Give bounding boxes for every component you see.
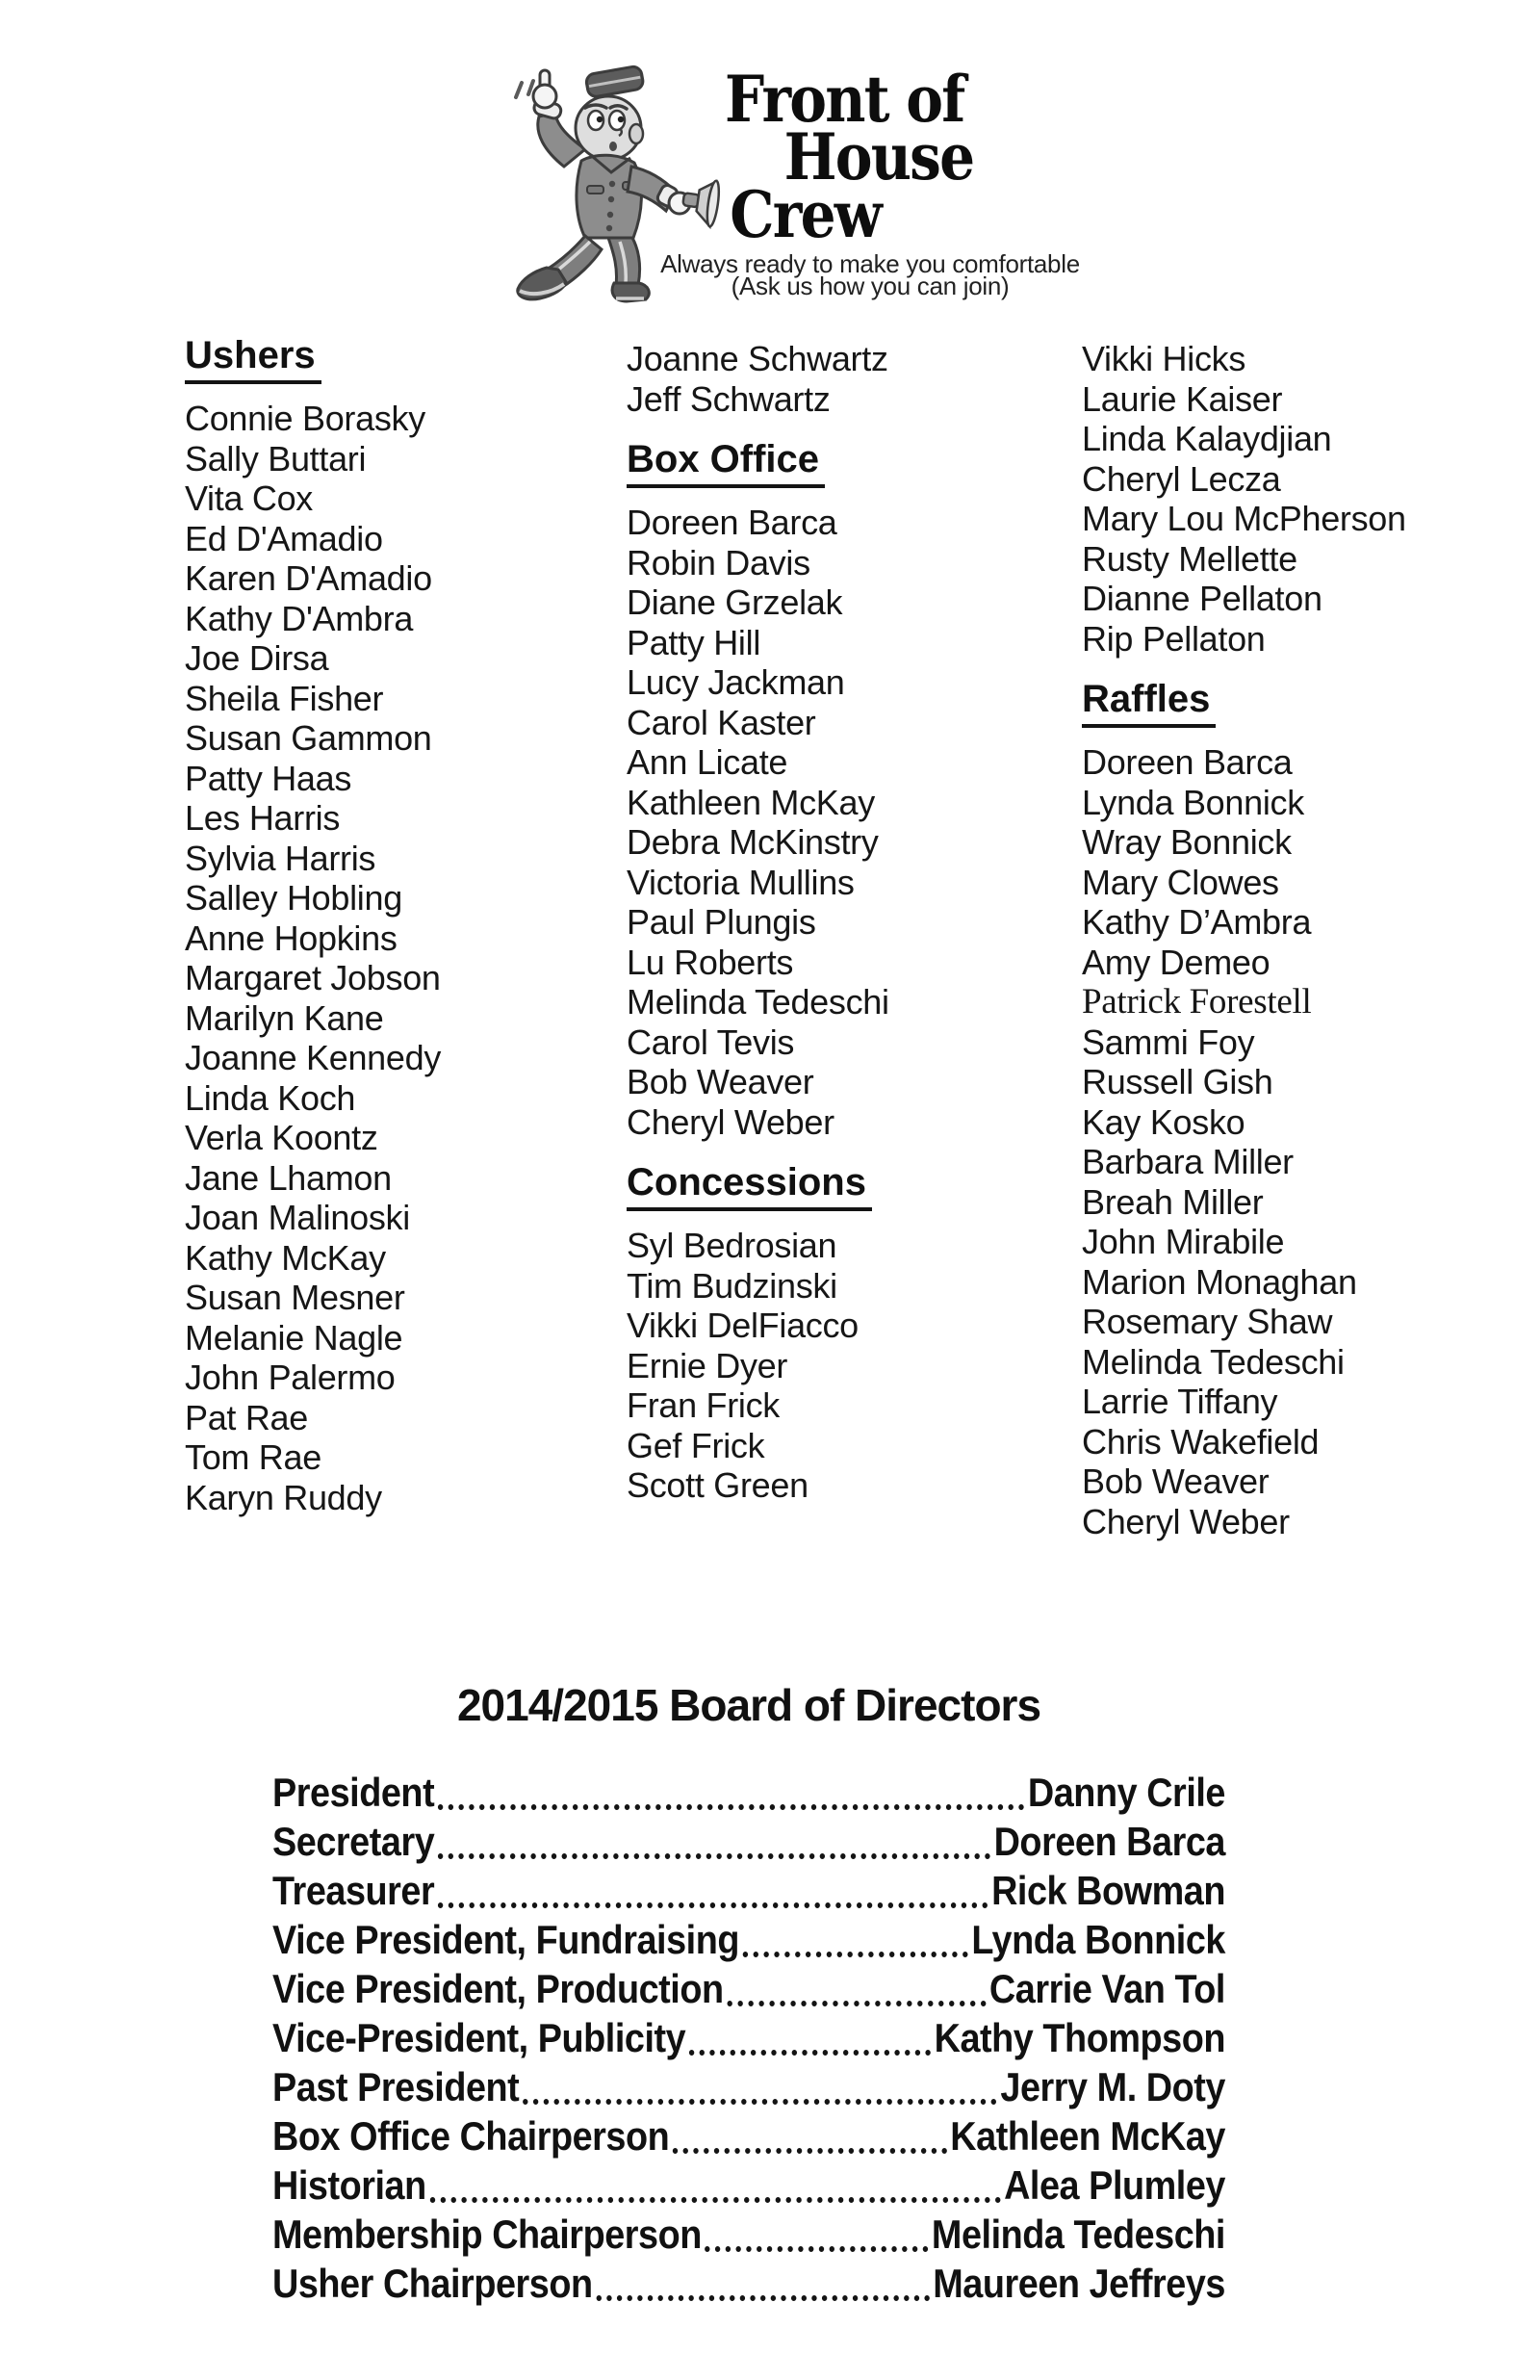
crew-member-name: Salley Hobling <box>185 878 402 918</box>
crew-member-name: Joanne Schwartz <box>627 339 888 378</box>
tagline-line-1: Always ready to make you comfortable <box>660 249 1080 278</box>
crew-member-name: Tim Budzinski <box>627 1265 837 1306</box>
board-entry-row <box>272 2259 1225 2308</box>
board-member-name: Kathy Thompson <box>934 2015 1225 2060</box>
crew-member-name: Linda Koch <box>185 1077 356 1118</box>
board-role-label: Membership Chairperson <box>272 2212 702 2257</box>
board-entry-row <box>272 1817 1225 1866</box>
crew-member-name: Gef Frick <box>627 1425 765 1465</box>
crew-logo <box>500 53 1135 318</box>
crew-member-name: Margaret Jobson <box>185 958 441 997</box>
crew-member-name: Diane Grzelak <box>627 582 843 622</box>
crew-member-name: Robin Davis <box>627 542 810 582</box>
board-role-label: Vice President, Fundraising <box>272 1917 740 1962</box>
crew-member-name: Kathy D'Ambra <box>185 598 414 638</box>
board-role-label: Treasurer <box>272 1868 435 1913</box>
crew-member-name: Dianne Pellaton <box>1082 579 1322 618</box>
crew-member-name: Rosemary Shaw <box>1082 1302 1333 1341</box>
crew-member-name: Larrie Tiffany <box>1082 1382 1278 1421</box>
crew-member-name: Karen D'Amadio <box>185 558 432 598</box>
ushers-continued-name-list <box>627 339 1069 419</box>
crew-member-name: Melinda Tedeschi <box>1082 1341 1345 1382</box>
dotted-leader <box>436 1768 1026 1817</box>
crew-member-name: Marion Monaghan <box>1082 1261 1357 1302</box>
dotted-leader <box>521 2062 998 2111</box>
dotted-leader <box>725 1964 988 2013</box>
crew-member-name: Patty Haas <box>185 758 352 798</box>
tagline-line-2: (Ask us how you can join) <box>731 272 1010 300</box>
board-member-name: Carrie Van Tol <box>988 1966 1225 2011</box>
crew-member-name: Mary Lou McPherson <box>1082 499 1406 538</box>
crew-member-name: Linda Kalaydjian <box>1082 419 1332 458</box>
crew-member-name: Sally Buttari <box>185 438 367 479</box>
column-middle <box>627 339 1069 1506</box>
crew-member-name: Rip Pellaton <box>1082 618 1266 659</box>
crew-member-name: Doreen Barca <box>627 503 837 542</box>
crew-member-name: Mary Clowes <box>1082 862 1279 902</box>
crew-member-name: Rusty Mellette <box>1082 538 1297 579</box>
crew-member-name: Vikki Hicks <box>1082 339 1246 378</box>
board-entry-row <box>272 1915 1225 1964</box>
board-role-label: Secretary <box>272 1819 435 1864</box>
crew-member-name: Cheryl Weber <box>1082 1501 1290 1541</box>
board-role-label: Usher Chairperson <box>272 2261 593 2306</box>
dotted-leader <box>436 1866 989 1915</box>
board-entry-row <box>272 2013 1225 2062</box>
crew-member-name: Patty Hill <box>627 622 761 662</box>
board-member-name: Danny Crile <box>1027 1770 1225 1815</box>
logo-title-line: Crew <box>730 177 882 252</box>
crew-member-name: Bob Weaver <box>1082 1462 1270 1501</box>
crew-member-name: Ernie Dyer <box>627 1345 788 1385</box>
crew-member-name: Russell Gish <box>1082 1062 1273 1101</box>
crew-member-name: Verla Koontz <box>185 1118 378 1157</box>
crew-member-name: Kathy McKay <box>185 1237 386 1278</box>
crew-member-name: Melinda Tedeschi <box>627 982 889 1022</box>
concessions-continued-name-list <box>1082 339 1536 659</box>
ushers-name-list <box>185 399 618 1517</box>
crew-member-name: Sheila Fisher <box>185 678 384 718</box>
board-entry-row <box>272 2111 1225 2160</box>
crew-member-name: Joanne Kennedy <box>185 1038 442 1077</box>
crew-member-name: Debra McKinstry <box>627 822 879 862</box>
crew-member-name: Jane Lhamon <box>185 1157 392 1198</box>
crew-member-name: Lu Roberts <box>627 942 794 982</box>
crew-member-name: Lynda Bonnick <box>1082 782 1304 822</box>
board-entry-row <box>272 1964 1225 2013</box>
logo-title <box>725 62 974 252</box>
dotted-leader <box>671 2111 948 2160</box>
box-office-name-list <box>627 503 1069 1142</box>
dotted-leader <box>436 1817 992 1866</box>
board-member-name: Lynda Bonnick <box>971 1917 1225 1962</box>
crew-member-name: Victoria Mullins <box>627 862 855 902</box>
logo-title-line: Front of <box>725 62 964 137</box>
crew-member-name: Vikki DelFiacco <box>627 1306 859 1345</box>
crew-member-name: Pat Rae <box>185 1397 308 1437</box>
column-right <box>1082 339 1536 1541</box>
board-role-label: Historian <box>272 2162 426 2208</box>
crew-member-name: Breah Miller <box>1082 1181 1264 1222</box>
dotted-leader <box>594 2259 931 2308</box>
crew-member-name: Lucy Jackman <box>627 662 845 702</box>
crew-member-name: Kathleen McKay <box>627 782 875 822</box>
crew-member-name: Kathy D’Ambra <box>1082 902 1312 942</box>
dotted-leader <box>687 2013 933 2062</box>
board-title: 2014/2015 Board of Directors <box>456 1680 1041 1730</box>
board-member-name: Doreen Barca <box>993 1819 1225 1864</box>
crew-member-name: Joe Dirsa <box>185 638 329 678</box>
crew-member-name: Bob Weaver <box>627 1062 814 1101</box>
board-role-label: Past President <box>272 2064 520 2109</box>
crew-member-name: Scott Green <box>627 1465 808 1505</box>
board-member-name: Maureen Jeffreys <box>933 2261 1225 2306</box>
crew-member-name: Chris Wakefield <box>1082 1421 1320 1462</box>
crew-member-name: Carol Tevis <box>627 1022 795 1062</box>
crew-member-name: Jeff Schwartz <box>627 378 831 419</box>
crew-member-name: Paul Plungis <box>627 902 816 942</box>
board-role-label: Vice President, Production <box>272 1966 724 2011</box>
crew-member-name: Cheryl Weber <box>627 1101 834 1142</box>
crew-member-name: Amy Demeo <box>1082 942 1270 982</box>
crew-member-name: Melanie Nagle <box>185 1317 403 1358</box>
crew-member-name: Susan Mesner <box>185 1278 405 1317</box>
board-entry-row <box>272 1768 1225 1817</box>
crew-member-name: Cheryl Lecza <box>1082 458 1281 499</box>
section-heading-box-office: Box Office <box>627 438 1069 488</box>
section-heading-raffles: Raffles <box>1082 678 1536 728</box>
crew-member-name: Susan Gammon <box>185 718 432 758</box>
crew-member-name: Sammi Foy <box>1082 1022 1255 1062</box>
crew-member-name: Ann Licate <box>627 742 788 782</box>
raffles-name-list <box>1082 742 1536 1541</box>
logo-title-line: House <box>783 119 974 194</box>
crew-member-name: Wray Bonnick <box>1082 822 1292 862</box>
board-entry-row <box>272 2210 1225 2259</box>
crew-member-name: Ed D'Amadio <box>185 518 383 558</box>
concessions-name-list <box>627 1226 1069 1506</box>
crew-member-name: Anne Hopkins <box>185 918 398 958</box>
board-role-label: Vice-President, Publicity <box>272 2015 686 2060</box>
board-member-name: Melinda Tedeschi <box>931 2212 1225 2257</box>
board-entry-row <box>272 1866 1225 1915</box>
dotted-leader <box>741 1915 970 1964</box>
crew-member-name: Tom Rae <box>185 1437 321 1477</box>
crew-member-name: Barbara Miller <box>1082 1142 1294 1181</box>
board-member-name: Jerry M. Doty <box>1000 2064 1225 2109</box>
crew-member-name: Doreen Barca <box>1082 742 1293 782</box>
board-member-name: Kathleen McKay <box>950 2113 1225 2159</box>
board-entry-row <box>272 2062 1225 2111</box>
board-role-label: President <box>272 1770 435 1815</box>
dotted-leader <box>704 2210 930 2259</box>
board-role-label: Box Office Chairperson <box>272 2113 670 2159</box>
crew-member-name: Vita Cox <box>185 479 314 518</box>
crew-member-name: Joan Malinoski <box>185 1198 410 1237</box>
board-of-directors-section <box>272 1679 1225 2308</box>
crew-member-name: Karyn Ruddy <box>185 1477 382 1517</box>
crew-member-name: Fran Frick <box>627 1385 781 1425</box>
board-member-name: Rick Bowman <box>991 1868 1225 1913</box>
section-heading-ushers: Ushers <box>185 334 618 384</box>
crew-member-name: John Mirabile <box>1082 1222 1285 1261</box>
crew-member-name: John Palermo <box>185 1358 396 1397</box>
column-ushers <box>185 334 618 1517</box>
crew-member-name: Sylvia Harris <box>185 838 376 878</box>
section-heading-concessions: Concessions <box>627 1161 1069 1211</box>
crew-member-name: Marilyn Kane <box>185 997 384 1038</box>
crew-member-name: Syl Bedrosian <box>627 1226 837 1265</box>
crew-member-name: Les Harris <box>185 798 341 838</box>
dotted-leader <box>428 2160 1003 2210</box>
crew-member-name: Connie Borasky <box>185 399 425 438</box>
board-entry-list <box>272 1768 1225 2308</box>
crew-member-name: Carol Kaster <box>627 702 816 742</box>
board-entry-row <box>272 2160 1225 2210</box>
crew-member-name: Kay Kosko <box>1082 1101 1245 1142</box>
logo-tagline <box>615 249 1125 300</box>
crew-member-name: Laurie Kaiser <box>1082 378 1283 419</box>
crew-member-name: Patrick Forestell <box>1082 982 1312 1022</box>
board-member-name: Alea Plumley <box>1004 2162 1225 2208</box>
